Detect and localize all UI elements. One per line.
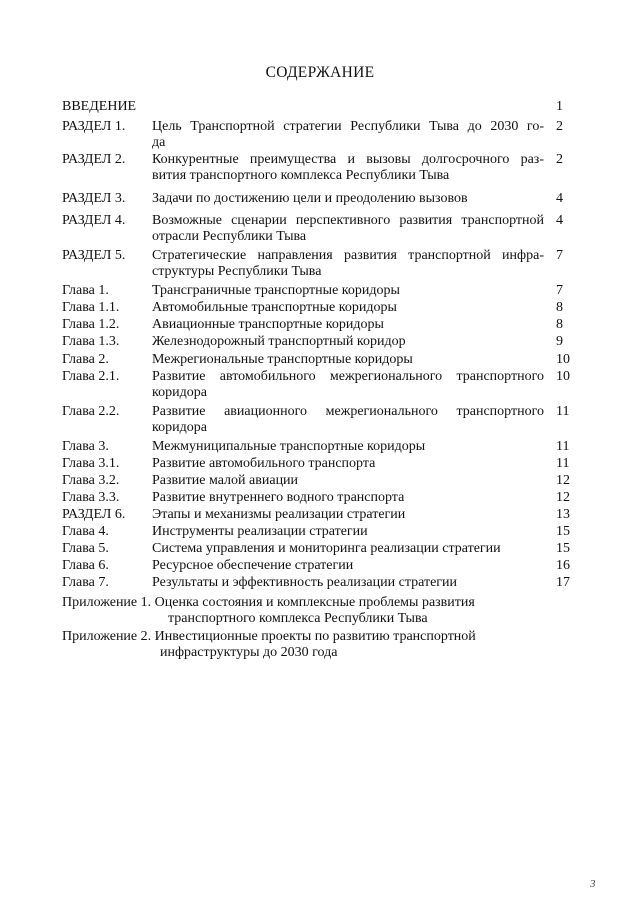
- toc-entry-title-line2: да: [152, 135, 166, 150]
- toc-entry-page: 12: [556, 473, 570, 488]
- toc-entry-title: [152, 439, 544, 455]
- toc-title: СОДЕРЖАНИЕ: [265, 64, 375, 81]
- toc-entry-label: Глава 2.1.: [62, 369, 120, 384]
- toc-entry-label: Глава 3.2.: [62, 473, 120, 488]
- toc-entry-title-line1: Цель Транспортной стратегии Республики Тыва до 2030 го-: [152, 119, 544, 134]
- page-corner-mark: 3: [590, 878, 596, 890]
- toc-entry-page: 17: [556, 575, 570, 590]
- toc-entry-title-line1: Межмуниципальные транспортные коридоры: [152, 439, 426, 454]
- toc-entry-title: [152, 191, 544, 207]
- toc-entry-label: Глава 2.2.: [62, 404, 120, 419]
- toc-entry-title: [152, 119, 544, 151]
- toc-entry-title-line1: Межрегиональные транспортные коридоры: [152, 352, 413, 367]
- toc-entry-title: [152, 352, 544, 368]
- toc-entry-page: 12: [556, 490, 570, 505]
- toc-entry-title: [152, 317, 544, 333]
- toc-entry-label: ВВЕДЕНИЕ: [62, 99, 137, 114]
- toc-entry: [0, 404, 640, 444]
- toc-entry-title: [152, 473, 544, 489]
- appendix-title-line1: Инвестиционные проекты по развитию транспортной: [154, 629, 476, 644]
- appendix-line1: [62, 595, 475, 611]
- toc-entry-page: 16: [556, 558, 570, 573]
- toc-entry-title-line2: вития транспортного комплекса Республики Тыва: [152, 168, 450, 183]
- toc-entry-title-line1: Возможные сценарии перспективного развития транспортной: [152, 213, 544, 228]
- toc-entry-title-line1: Развитие автомобильного межрегионального транспортного: [152, 369, 544, 384]
- toc-entry-title-line1: Развитие автомобильного транспорта: [152, 456, 376, 471]
- toc-entry-page: 9: [556, 334, 563, 349]
- toc-entry-page: 7: [556, 283, 563, 298]
- toc-entry-label: Глава 1.2.: [62, 317, 120, 332]
- toc-entry-title-line2: структуры Республики Тыва: [152, 264, 322, 279]
- toc-entry-title: [152, 575, 544, 591]
- toc-entry-label: Глава 1.: [62, 283, 109, 298]
- toc-entry-title-line2: коридора: [152, 385, 207, 400]
- toc-entry-label: РАЗДЕЛ 4.: [62, 213, 126, 228]
- toc-entry-page: 7: [556, 248, 563, 263]
- toc-entry-label: РАЗДЕЛ 3.: [62, 191, 126, 206]
- toc-entry-title: [152, 456, 544, 472]
- toc-entry-page: 4: [556, 191, 563, 206]
- toc-entry-label: Глава 3.: [62, 439, 109, 454]
- toc-entry-title: [152, 490, 544, 506]
- toc-entry-title-line1: Система управления и мониторинга реализации стратегии: [152, 541, 501, 556]
- toc-entry-title: [152, 541, 544, 557]
- toc-entry-label: Глава 4.: [62, 524, 109, 539]
- toc-entry-title-line1: Трансграничные транспортные коридоры: [152, 283, 400, 298]
- toc-entry-title-line1: Ресурсное обеспечение стратегии: [152, 558, 354, 573]
- toc-entry-page: 15: [556, 541, 570, 556]
- toc-entry-page: 2: [556, 152, 563, 167]
- toc-entry: [0, 213, 640, 253]
- toc-entry-label: Глава 1.3.: [62, 334, 120, 349]
- toc-entry-title-line1: Развитие малой авиации: [152, 473, 299, 488]
- toc-entry-label: РАЗДЕЛ 2.: [62, 152, 126, 167]
- appendix-title-line2: транспортного комплекса Республики Тыва: [168, 611, 428, 626]
- toc-entry-page: 13: [556, 507, 570, 522]
- toc-entry-label: Глава 3.1.: [62, 456, 120, 471]
- toc-entry-title-line1: Этапы и механизмы реализации стратегии: [152, 507, 406, 522]
- toc-entry-page: 1: [556, 99, 563, 114]
- toc-entry-title: [152, 334, 544, 350]
- toc-entry-title-line1: Железнодорожный транспортный коридор: [152, 334, 406, 349]
- toc-entry-page: 8: [556, 317, 563, 332]
- toc-entry-title-line1: Развитие внутреннего водного транспорта: [152, 490, 405, 505]
- toc-entry-title-line1: Авиационные транспортные коридоры: [152, 317, 384, 332]
- toc-entry-label: РАЗДЕЛ 1.: [62, 119, 126, 134]
- toc-entry-title: [152, 283, 544, 299]
- toc-entry-page: 10: [556, 352, 570, 367]
- toc-entry-page: 4: [556, 213, 563, 228]
- toc-entry-title-line1: Результаты и эффективность реализации стратегии: [152, 575, 458, 590]
- toc-entry-title-line1: Стратегические направления развития транспортной инфра-: [152, 248, 544, 263]
- toc-entry-page: 11: [556, 404, 570, 419]
- toc-entry-page: 11: [556, 456, 570, 471]
- toc-entry-label: Глава 7.: [62, 575, 109, 590]
- toc-entry-title: [152, 369, 544, 401]
- appendix-label: Приложение 1.: [62, 595, 152, 610]
- toc-entry-title-line1: Инструменты реализации стратегии: [152, 524, 368, 539]
- toc-entry-title-line1: Развитие авиационного межрегионального транспортного: [152, 404, 544, 419]
- appendix-title-line1: Оценка состояния и комплексные проблемы развития: [154, 595, 475, 610]
- toc-entry-label: Глава 6.: [62, 558, 109, 573]
- toc-entry-title-line1: Автомобильные транспортные коридоры: [152, 300, 397, 315]
- toc-entry-title: [152, 404, 544, 436]
- toc-entry-page: 11: [556, 439, 570, 454]
- appendix-label: Приложение 2.: [62, 629, 152, 644]
- toc-entry-label: Глава 1.1.: [62, 300, 120, 315]
- toc-entry-page: 10: [556, 369, 570, 384]
- toc-entry-title: [152, 558, 544, 574]
- toc-entry-page: 8: [556, 300, 563, 315]
- toc-entry-label: Глава 3.3.: [62, 490, 120, 505]
- appendix-line1: [62, 629, 476, 645]
- toc-entry-title: [152, 524, 544, 540]
- toc-entry-page: 15: [556, 524, 570, 539]
- toc-entry-title: [152, 213, 544, 245]
- toc-entry-label: РАЗДЕЛ 6.: [62, 507, 126, 522]
- appendix-title-line2: инфраструктуры до 2030 года: [160, 645, 338, 660]
- toc-entry-title: [152, 152, 544, 184]
- toc-entry: [0, 369, 640, 409]
- toc-entry-label: Глава 2.: [62, 352, 109, 367]
- toc-entry-title-line2: коридора: [152, 420, 207, 435]
- toc-entry-page: 2: [556, 119, 563, 134]
- toc-entry-title-line1: Задачи по достижению цели и преодолению вызовов: [152, 191, 468, 206]
- toc-entry-title: [152, 248, 544, 280]
- toc-entry: [0, 152, 640, 192]
- toc-entry-title: [152, 507, 544, 523]
- toc-entry: [0, 248, 640, 288]
- toc-entry-label: Глава 5.: [62, 541, 109, 556]
- toc-entry-title-line2: отрасли Республики Тыва: [152, 229, 307, 244]
- toc-entry-title: [152, 300, 544, 316]
- toc-entry-label: РАЗДЕЛ 5.: [62, 248, 126, 263]
- toc-entry-title-line1: Конкурентные преимущества и вызовы долгосрочного раз-: [152, 152, 544, 167]
